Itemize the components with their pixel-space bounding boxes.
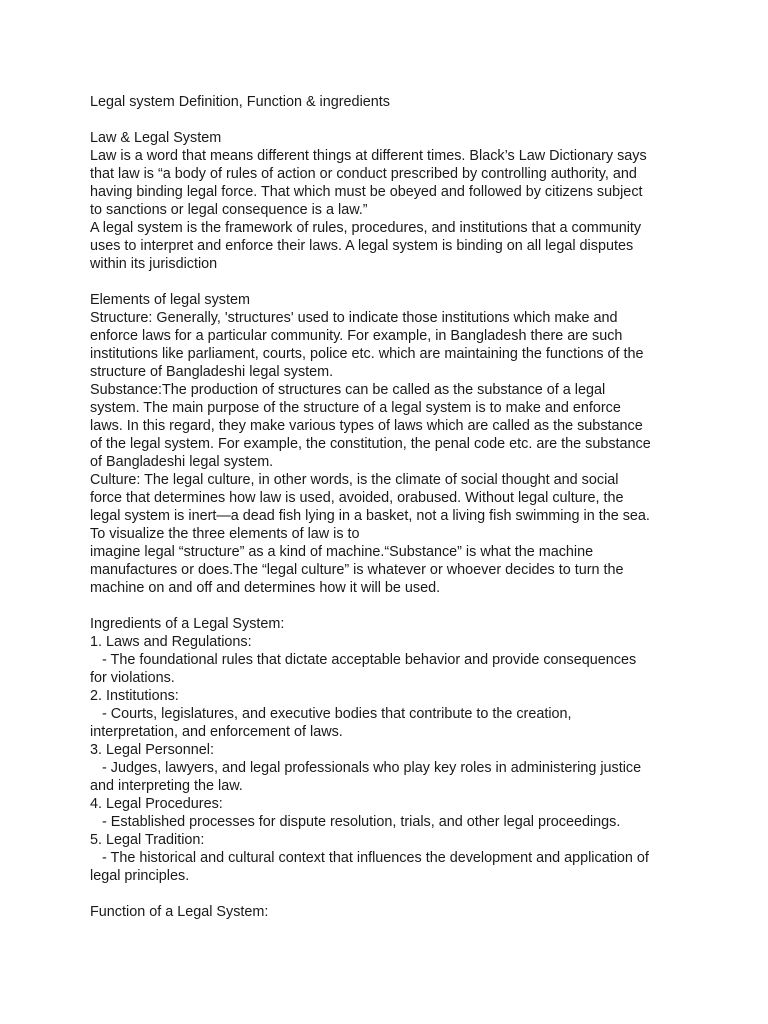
section-heading-ingredients: Ingredients of a Legal System: <box>90 616 285 632</box>
list-item: - Judges, lawyers, and legal professionals who play key roles in administering justice <box>90 760 642 776</box>
paragraph-line: of Bangladeshi legal system. <box>90 454 274 470</box>
list-item: 4. Legal Procedures: <box>90 796 223 812</box>
paragraph-line: laws. In this regard, they make various types of laws which are called as the substance <box>90 418 643 434</box>
paragraph-line: uses to interpret and enforce their laws. A legal system is binding on all legal disputes <box>90 238 634 254</box>
list-item: and interpreting the law. <box>90 778 243 794</box>
paragraph-line: enforce laws for a particular community. For example, in Bangladesh there are such <box>90 328 623 344</box>
paragraph-line: force that determines how law is used, avoided, orabused. Without legal culture, the <box>90 490 624 506</box>
paragraph-line: having binding legal force. That which must be obeyed and followed by citizens subject <box>90 184 643 200</box>
list-item: - Established processes for dispute resolution, trials, and other legal proceedings. <box>90 814 621 830</box>
paragraph-line: institutions like parliament, courts, police etc. which are maintaining the functions of the <box>90 346 644 362</box>
list-item: 1. Laws and Regulations: <box>90 634 252 650</box>
function-section <box>90 903 688 921</box>
paragraph-line: machine on and off and determines how it will be used. <box>90 580 441 596</box>
spacer <box>90 885 688 903</box>
paragraph-line: within its jurisdiction <box>90 256 218 272</box>
spacer <box>90 273 688 291</box>
paragraph-line: Law is a word that means different things at different times. Black’s Law Dictionary says <box>90 148 647 164</box>
document-title: Legal system Definition, Function & ingredients <box>90 94 390 110</box>
paragraph-line: manufactures or does.The “legal culture” is whatever or whoever decides to turn the <box>90 562 624 578</box>
paragraph-line: imagine legal “structure” as a kind of machine.“Substance” is what the machine <box>90 544 594 560</box>
section-heading-function: Function of a Legal System: <box>90 904 269 920</box>
paragraph-line: Substance:The production of structures can be called as the substance of a legal <box>90 382 606 398</box>
paragraph-line: To visualize the three elements of law is to <box>90 526 360 542</box>
section-heading-elements: Elements of legal system <box>90 292 250 308</box>
ingredients-section <box>90 615 688 885</box>
list-item: for violations. <box>90 670 175 686</box>
paragraph-line: Culture: The legal culture, in other words, is the climate of social thought and social <box>90 472 619 488</box>
paragraph-line: system. The main purpose of the structure of a legal system is to make and enforce <box>90 400 621 416</box>
spacer <box>90 597 688 615</box>
list-item: interpretation, and enforcement of laws. <box>90 724 343 740</box>
list-item: - The foundational rules that dictate acceptable behavior and provide consequences <box>90 652 637 668</box>
list-item: - The historical and cultural context that influences the development and application of <box>90 850 649 866</box>
paragraph-line: structure of Bangladeshi legal system. <box>90 364 334 380</box>
list-item: - Courts, legislatures, and executive bodies that contribute to the creation, <box>90 706 572 722</box>
paragraph-line: to sanctions or legal consequence is a law.” <box>90 202 368 218</box>
spacer <box>90 111 688 129</box>
list-item: 3. Legal Personnel: <box>90 742 215 758</box>
law-section <box>90 129 688 273</box>
paragraph-line: that law is “a body of rules of action or conduct prescribed by controlling authority, and <box>90 166 637 182</box>
elements-section <box>90 291 688 597</box>
paragraph-line: Structure: Generally, 'structures' used to indicate those institutions which make and <box>90 310 618 326</box>
paragraph-line: of the legal system. For example, the constitution, the penal code etc. are the substance <box>90 436 651 452</box>
list-item: 5. Legal Tradition: <box>90 832 205 848</box>
document-page <box>90 93 688 921</box>
paragraph-line: A legal system is the framework of rules, procedures, and institutions that a community <box>90 220 642 236</box>
section-heading-law: Law & Legal System <box>90 130 222 146</box>
list-item: 2. Institutions: <box>90 688 179 704</box>
paragraph-line: legal system is inert—a dead fish lying in a basket, not a living fish swimming in the sea. <box>90 508 650 524</box>
list-item: legal principles. <box>90 868 190 884</box>
